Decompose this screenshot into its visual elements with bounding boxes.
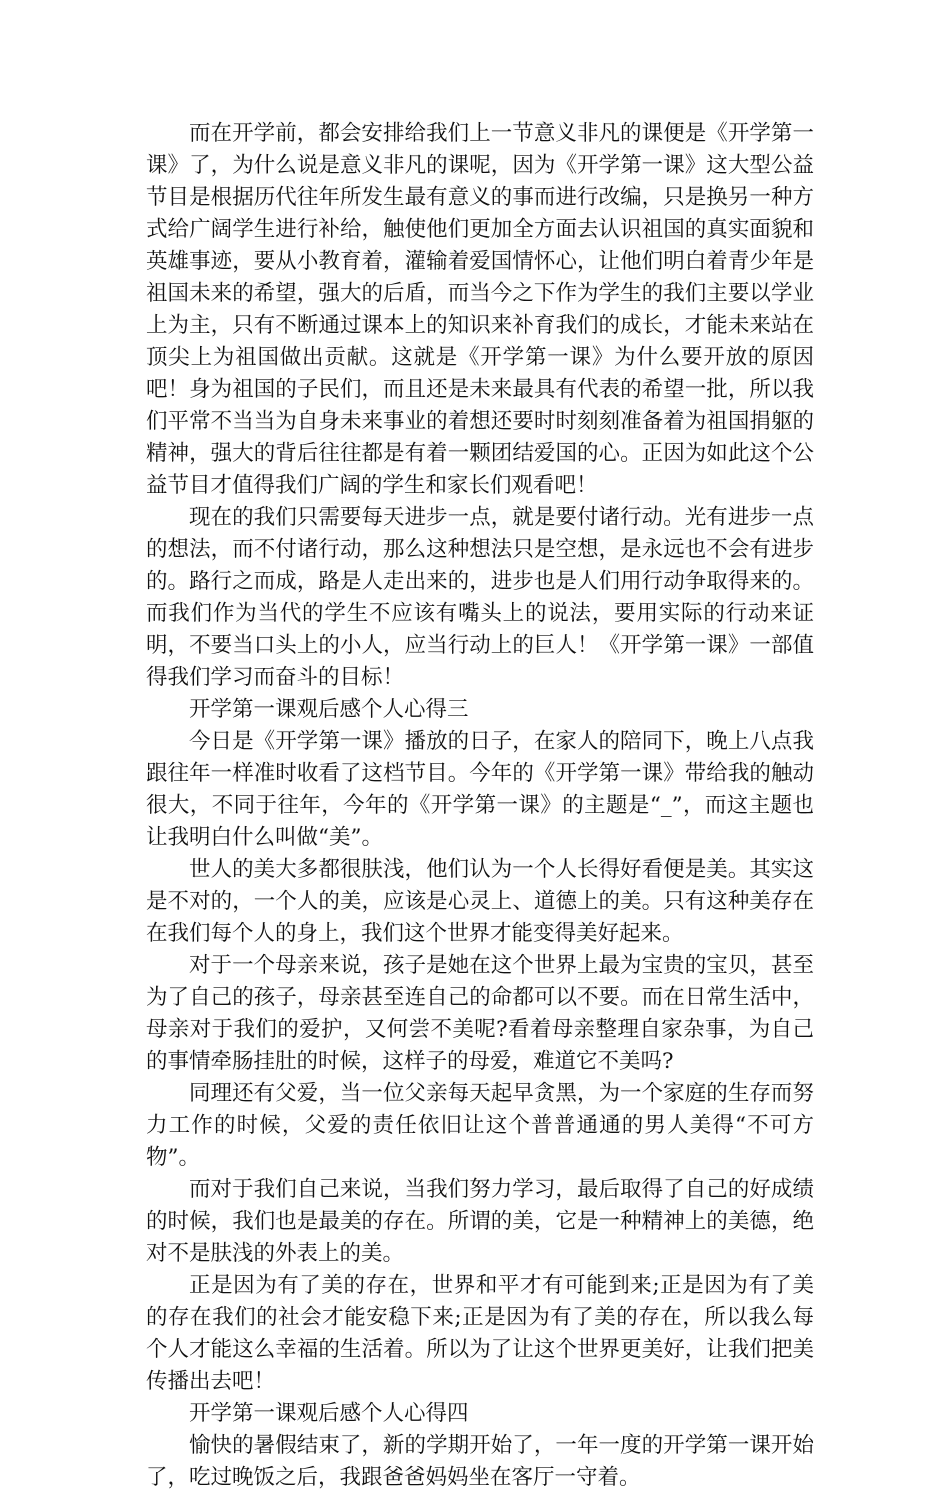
document-body	[146, 118, 814, 1494]
section-heading-3: 开学第一课观后感个人心得三	[189, 697, 469, 722]
paragraph-9: 愉快的暑假结束了，新的学期开始了，一年一度的开学第一课开始了，吃过晚饭之后，我跟爸爸妈妈坐在客厅一守着。	[146, 1433, 814, 1490]
paragraph-7: 而对于我们自己来说，当我们努力学习，最后取得了自己的好成绩的时候，我们也是最美的存在。所谓的美，它是一种精神上的美德，绝对不是肤浅的外表上的美。	[146, 1177, 814, 1266]
paragraph-8: 正是因为有了美的存在，世界和平才有可能到来;正是因为有了美的存在我们的社会才能安稳下来;正是因为有了美的存在，所以我么每个人才能这么幸福的生活着。所以为了让这个世界更美好，让我们把美传播出去吧！	[146, 1273, 814, 1394]
paragraph-4: 世人的美大多都很肤浅，他们认为一个人长得好看便是美。其实这是不对的，一个人的美，应该是心灵上、道德上的美。只有这种美存在在我们每个人的身上，我们这个世界才能变得美好起来。	[146, 857, 814, 946]
paragraph-3: 今日是《开学第一课》播放的日子，在家人的陪同下，晚上八点我跟往年一样准时收看了这档节目。今年的《开学第一课》带给我的触动很大，不同于往年，今年的《开学第一课》的主题是“_”，而这主题也让我明白什么叫做“美”。	[146, 729, 814, 850]
section-heading-4: 开学第一课观后感个人心得四	[189, 1401, 469, 1426]
paragraph-6: 同理还有父爱，当一位父亲每天起早贪黑，为一个家庭的生存而努力工作的时候，父爱的责任依旧让这个普普通通的男人美得“不可方物”。	[146, 1081, 814, 1170]
paragraph-2: 现在的我们只需要每天进步一点，就是要付诸行动。光有进步一点的想法，而不付诸行动，那么这种想法只是空想，是永远也不会有进步的。路行之而成，路是人走出来的，进步也是人们用行动争取得来的。而我们作为当代的学生不应该有嘴头上的说法，要用实际的行动来证明，不要当口头上的小人，应当行动上的巨人！《开学第一课》一部值得我们学习而奋斗的目标！	[146, 505, 814, 690]
paragraph-1: 而在开学前，都会安排给我们上一节意义非凡的课便是《开学第一课》了，为什么说是意义非凡的课呢，因为《开学第一课》这大型公益节目是根据历代往年所发生最有意义的事而进行改编，只是换另一种方式给广阔学生进行补给，触使他们更加全方面去认识祖国的真实面貌和英雄事迹，要从小教育着，灌输着爱国情怀心，让他们明白着青少年是祖国未来的希望，强大的后盾，而当今之下作为学生的我们主要以学业上为主，只有不断通过课本上的知识来补育我们的成长，才能未来站在顶尖上为祖国做出贡献。这就是《开学第一课》为什么要开放的原因吧！身为祖国的子民们，而且还是未来最具有代表的希望一批，所以我们平常不当当为自身未来事业的着想还要时时刻刻准备着为祖国捐躯的精神，强大的背后往往都是有着一颗团结爱国的心。正因为如此这个公益节目才值得我们广阔的学生和家长们观看吧！	[146, 121, 814, 498]
paragraph-5: 对于一个母亲来说，孩子是她在这个世界上最为宝贵的宝贝，甚至为了自己的孩子，母亲甚至连自己的命都可以不要。而在日常生活中，母亲对于我们的爱护，又何尝不美呢?看着母亲整理自家杂事，为自己的事情牵肠挂肚的时候，这样子的母爱，难道它不美吗?	[146, 953, 814, 1074]
